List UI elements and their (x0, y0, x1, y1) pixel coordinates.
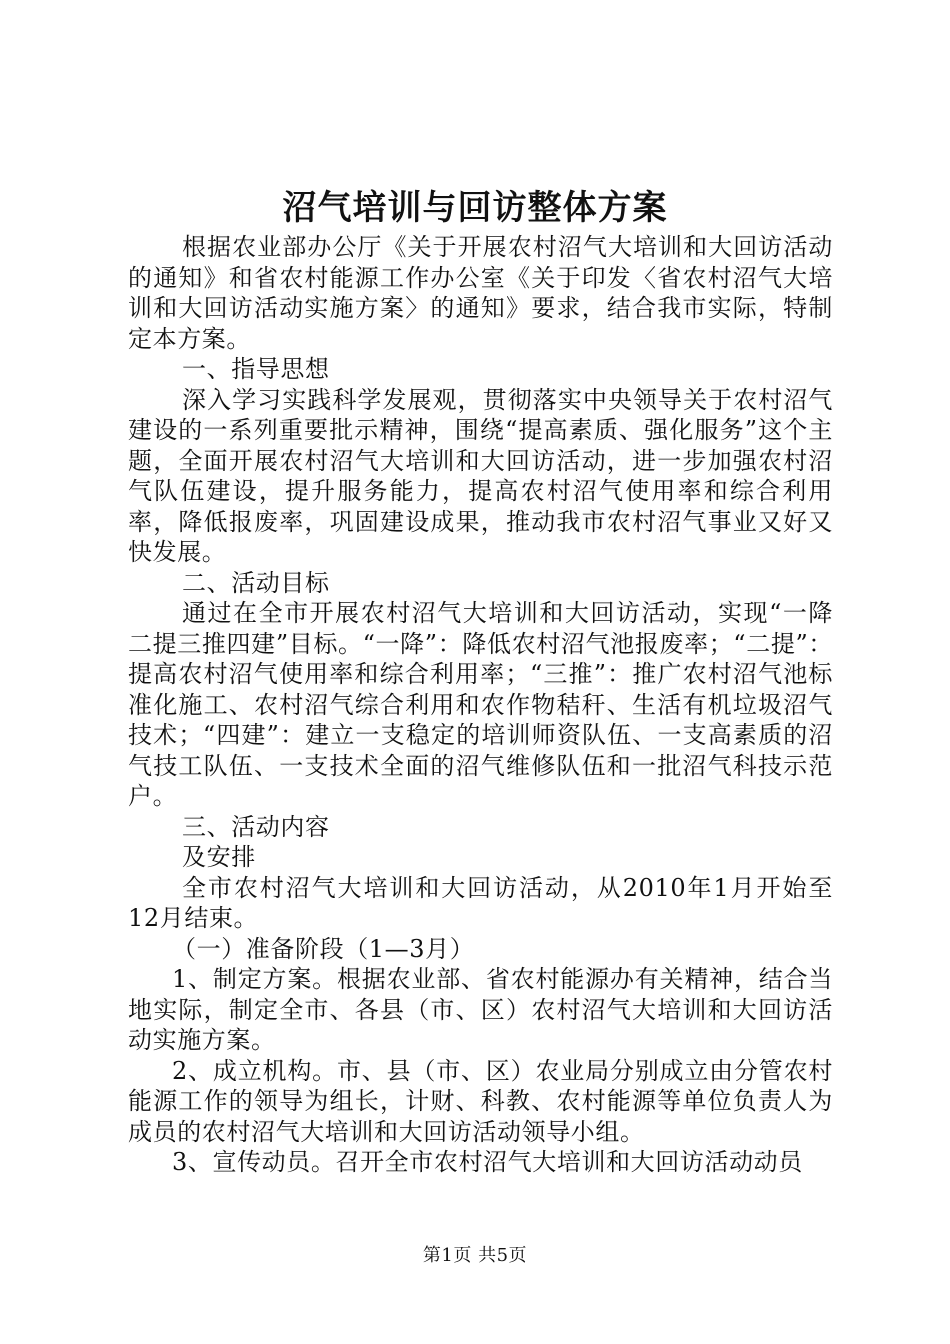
paragraph-schedule: 全市农村沼气大培训和大回访活动，从2010年1月开始至12月结束。 (128, 873, 833, 932)
paragraph-activity-goals: 通过在全市开展农村沼气大培训和大回访活动，实现“一降二提三推四建”目标。“一降”：降低农村沼气池报废率；“二提”：提高农村沼气使用率和综合利用率；“三推”：推广农村沼气池标准化施工、农村沼气综合利用和农作物秸秆、生活有机垃圾沼气技术；“四建”：建立一支稳定的培训师资队伍、一支高素质的沼气技工队伍、一支技术全面的沼气维修队伍和一批沼气科技示范户。 (128, 599, 833, 810)
section-heading-1: 一、指导思想 (182, 355, 330, 383)
paragraph-item-3: 3、宣传动员。召开全市农村沼气大培训和大回访活动动员 (172, 1148, 803, 1176)
paragraph-guiding-ideology: 深入学习实践科学发展观，贯彻落实中央领导关于农村沼气建设的一系列重要批示精神，围绕“提高素质、强化服务”这个主题，全面开展农村沼气大培训和大回访活动，进一步加强农村沼气队伍建设，提升服务能力，提高农村沼气使用率和综合利用率，降低报废率，巩固建设成果，推动我市农村沼气事业又好又快发展。 (128, 385, 833, 566)
paragraph-item-2: 2、成立机构。市、县（市、区）农业局分别成立由分管农村能源工作的领导为组长，计财、科教、农村能源等单位负责人为成员的农村沼气大培训和大回访活动领导小组。 (128, 1056, 833, 1146)
subsection-heading-prep: （一）准备阶段（1—3月） (172, 934, 475, 963)
section-heading-2: 二、活动目标 (182, 568, 330, 597)
intro-paragraph: 根据农业部办公厅《关于开展农村沼气大培训和大回访活动的通知》和省农村能源工作办公室《关于印发〈省农村沼气大培训和大回访活动实施方案〉的通知》要求，结合我市实际，特制定本方案。 (128, 233, 833, 353)
section-heading-3-cont: 及安排 (182, 843, 256, 871)
page-number-footer: 第1页 共5页 (422, 1245, 528, 1266)
paragraph-item-1: 1、制定方案。根据农业部、省农村能源办有关精神，结合当地实际，制定全市、各县（市、区）农村沼气大培训和大回访活动实施方案。 (128, 965, 833, 1054)
document-body (128, 232, 833, 1178)
document-title: 沼气培训与回访整体方案 (282, 188, 668, 228)
section-heading-3: 三、活动内容 (182, 812, 330, 841)
